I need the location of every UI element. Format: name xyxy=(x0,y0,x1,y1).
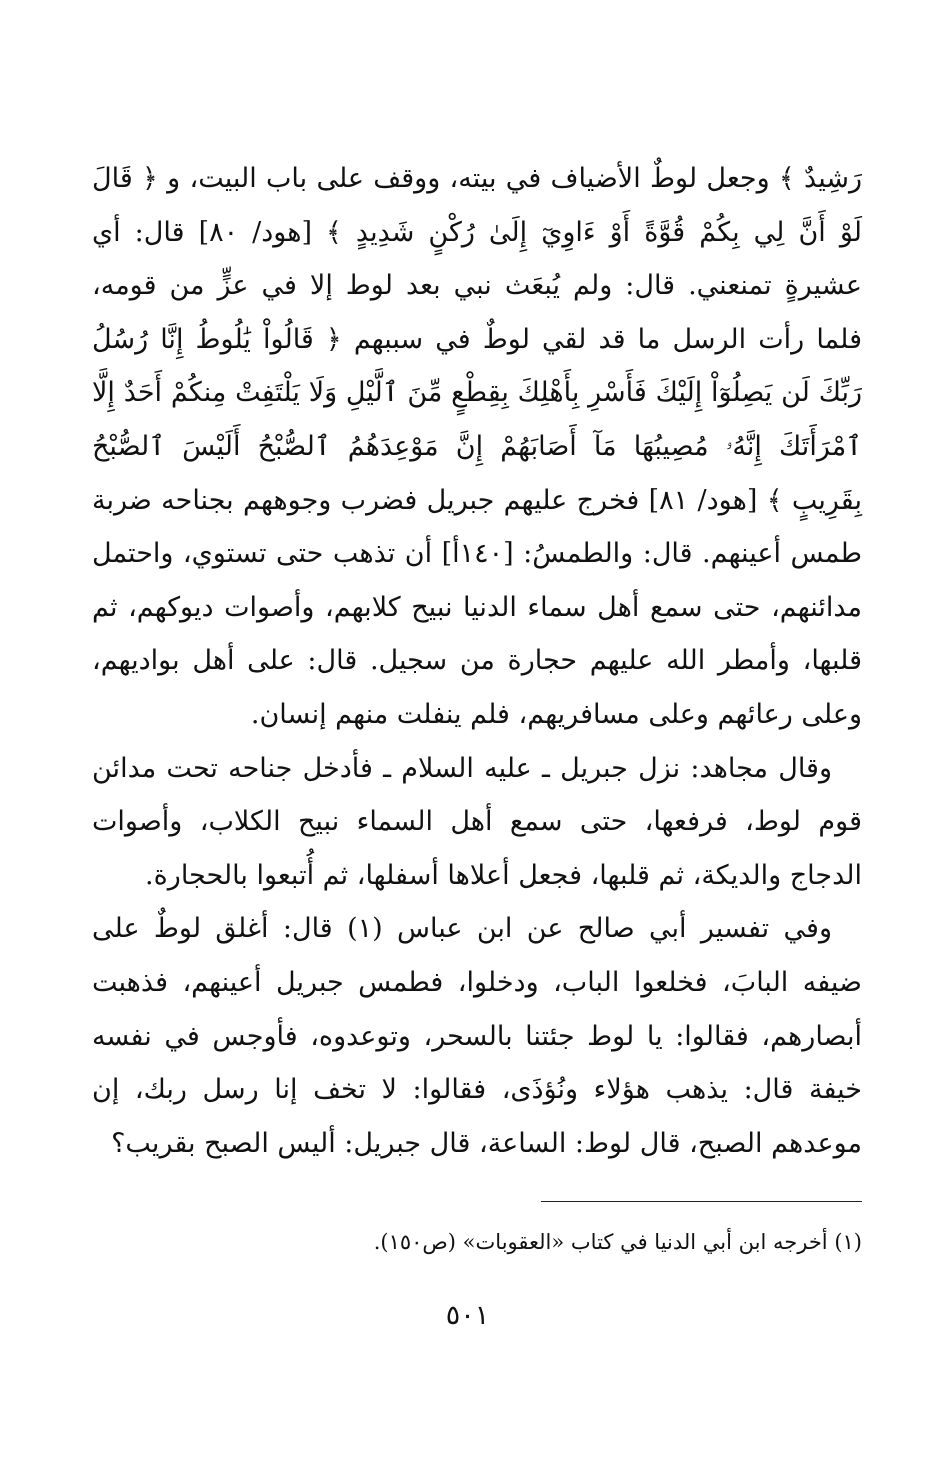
paragraph-2: وقال مجاهد: نزل جبريل ـ عليه السلام ـ فأدخل جناحه تحت مدائن قوم لوط، فرفعها، حتى سمع أهل السماء نبيح الكلاب، وأصوات الدجاج والديكة، ثم قلبها، فجعل أعلاها أسفلها، ثم أُتبعوا بالحجارة. xyxy=(92,752,862,891)
paragraph-3: وفي تفسير أبي صالح عن ابن عباس (١) قال: أغلق لوطٌ على ضيفه البابَ، فخلعوا الباب، ودخلوا، فطمس جبريل أعينهم، فذهبت أبصارهم، فقالوا: يا لوط جئتنا بالسحر، وتوعدوه، فأوجس في نفسه خيفة قال: يذهب هؤلاء ونُؤذَى، فقالوا: لا تخف إنا رسل ربك، إن موعدهم الصبح، قال لوط: الساعة، قال جبريل: أليس الصبح بقريب؟ xyxy=(92,913,862,1159)
footnote-divider xyxy=(541,1201,862,1202)
paragraph-1: رَشِيدٌ ﴾ وجعل لوطٌ الأضياف في بيته، ووقف على باب البيت، و ﴿ قَالَ لَوْ أَنَّ لِي بِكُمْ قُوَّةً أَوْ ءَاوِيٓ إِلَىٰ رُكْنٍ شَدِيدٍ ﴾ [هود/ ٨٠] قال: أي عشيرةٍ تمنعني. قال: ولم يُبعَث نبي بعد لوط إلا في عزٍّ من قومه، فلما رأت الرسل ما قد لقي لوطٌ في سببهم ﴿ قَالُواْ يَٰلُوطُ إِنَّا رُسُلُ رَبِّكَ لَن يَصِلُوٓاْ إِلَيْكَ فَأَسْرِ بِأَهْلِكَ بِقِطْعٍ مِّنَ ٱلَّيْلِ وَلَا يَلْتَفِتْ مِنكُمْ أَحَدٌ إِلَّا ٱمْرَأَتَكَ إِنَّهُۥ مُصِيبُهَا مَآ أَصَابَهُمْ إِنَّ مَوْعِدَهُمُ ٱلصُّبْحُ أَلَيْسَ ٱلصُّبْحُ بِقَرِيبٍ ﴾ [هود/ ٨١] فخرج عليهم جبريل فضرب وجوههم بجناحه ضربة طمس أعينهم. قال: والطمسُ: [١٤٠أ] أن تذهب حتى تستوي، واحتمل مدائنهم، حتى سمع أهل سماء الدنيا نبيح كلابهم، وأصوات ديوكهم، ثم قلبها، وأمطر الله عليهم حجارة من سجيل. قال: على أهل بواديهم، وعلى رعائهم وعلى مسافريهم، فلم ينفلت منهم إنسان. xyxy=(92,163,862,730)
page-number: ٥٠١ xyxy=(445,1300,490,1331)
body-text xyxy=(92,152,862,1170)
footnote: (١) أخرجه ابن أبي الدنيا في كتاب «العقوبات» (ص١٥٠). xyxy=(373,1230,862,1254)
